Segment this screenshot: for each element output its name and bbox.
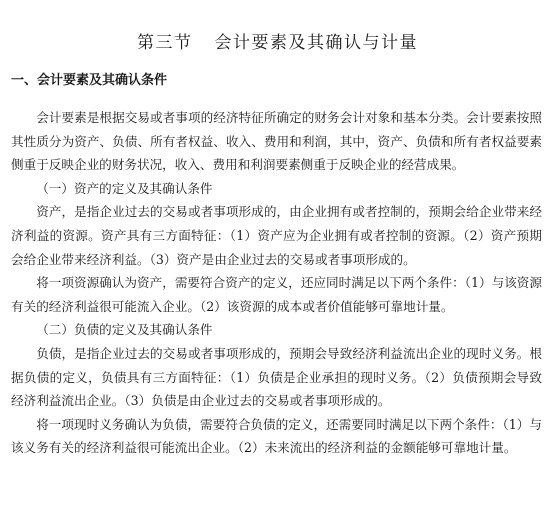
subsection-assets-title: （一）资产的定义及其确认条件 — [36, 180, 213, 196]
liabilities-recognition-paragraph: 将一项现时义务确认为负债，需要符合负债的定义，还需要同时满足以下两个条件：（1）与该义务有关的经济利益很可能流出企业。（2）未来流出的经济利益的金额能够可靠地计量。 — [11, 416, 542, 456]
section-title-text: 会计要素及其确认与计量 — [214, 33, 418, 53]
liabilities-definition-paragraph: 负债，是指企业过去的交易或者事项形成的，预期会导致经济利益流出企业的现时义务。根据负债的定义，负债具有三方面特征：（1）负债是企业承担的现时义务。（2）负债预期会导致经济利益流出企业。（3）负债是由企业过去的交易或者事项形成的。 — [11, 345, 542, 409]
section-title — [0, 33, 555, 53]
section-heading: 一、会计要素及其确认条件 — [11, 73, 168, 88]
subsection-liabilities-title: （二）负债的定义及其确认条件 — [36, 322, 213, 338]
assets-definition-paragraph: 资产，是指企业过去的交易或者事项形成的，由企业拥有或者控制的，预期会给企业带来经济利益的资源。资产具有三方面特征：（1）资产应为企业拥有或者控制的资源。（2）资产预期会给企业带来经济利益。（3）资产是由企业过去的交易或者事项形成的。 — [11, 204, 542, 267]
section-number: 第三节 — [137, 33, 193, 53]
intro-paragraph: 会计要素是根据交易或者事项的经济特征所确定的财务会计对象和基本分类。会计要素按照其性质分为资产、负债、所有者权益、收入、费用和利润，其中，资产、负债和所有者权益要素侧重于反映企业的财务状况，收入、费用和利润要素侧重于反映企业的经营成果。 — [11, 110, 542, 173]
assets-recognition-paragraph: 将一项资源确认为资产，需要符合资产的定义，还应同时满足以下两个条件：（1）与该资源有关的经济利益很可能流入企业。（2）该资源的成本或者价值能够可靠地计量。 — [11, 275, 542, 314]
document-body — [11, 106, 542, 460]
